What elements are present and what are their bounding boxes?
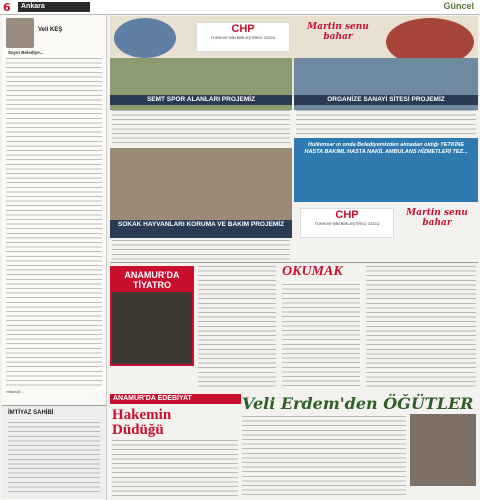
sanayi-text [296,110,476,136]
emblem-left [114,18,176,58]
author-photo [6,18,34,48]
divider [110,262,478,263]
okumak-title: OKUMAK [282,264,343,279]
right-text [366,266,476,390]
column-text [6,58,102,388]
veli-heading: Veli Erdem'den ÖĞÜTLER [242,394,474,413]
section-label: Güncel [443,1,474,11]
hayvan-caption: SOKAK HAYVANLARI KORUMA VE BAKIM PROJEMİZ [110,220,292,238]
page-number: 6 [3,1,11,14]
imtiyaz-label: İMTİYAZ SAHİBİ [8,410,54,416]
spor-caption: SEMT SPOR ALANLARI PROJEMİZ [110,95,292,105]
ambulance-box: Hulkımsar ın onda Belediyemizden almadan oldığı YETKİNE HASTA BAKIML HASTA NAKİL AMBULANS HİZMETLERİ TEZ... [294,138,478,202]
column-email: velikes@... [6,390,24,394]
theater-photo [112,292,192,364]
theater-headline: ANAMUR'DA TİYATRO [124,270,180,290]
chp-logo-2-sub: TÜRKİYE'NİN BİRLEŞTİRİCİ GÜCÜ [314,221,380,226]
veli-text [242,416,406,498]
chp-logo-sub: TÜRKİYE'NİN BİRLEŞTİRİCİ GÜCÜ [210,35,276,40]
sanayi-caption: ORGANİZE SANAYİ SİTESİ PROJEMİZ [294,95,478,105]
hakemin-text [112,440,238,496]
spor-text [112,110,290,146]
chp-logo [196,22,290,52]
chp-logo-2-text: CHP [335,209,359,221]
theater-text [198,266,276,390]
slogan-bottom: Martin senu bahar [406,208,468,228]
hakemin-title: Hakemin Düdüğü [112,407,172,438]
masthead: Ankara [18,2,90,12]
veli-photo [410,414,476,486]
okumak-text [282,284,360,390]
slogan-top: Martin senu bahar [307,22,369,42]
chp-logo-2 [300,208,394,238]
chp-logo-text: CHP [231,23,255,35]
edebiyat-bar: ANAMUR'DA EDEBİYAT [110,394,241,404]
author-name: Veli KEŞ [38,27,63,33]
column-title: Sayın Belediye... [8,50,44,55]
imprint-text [8,422,100,494]
hayvan-text [112,240,290,262]
